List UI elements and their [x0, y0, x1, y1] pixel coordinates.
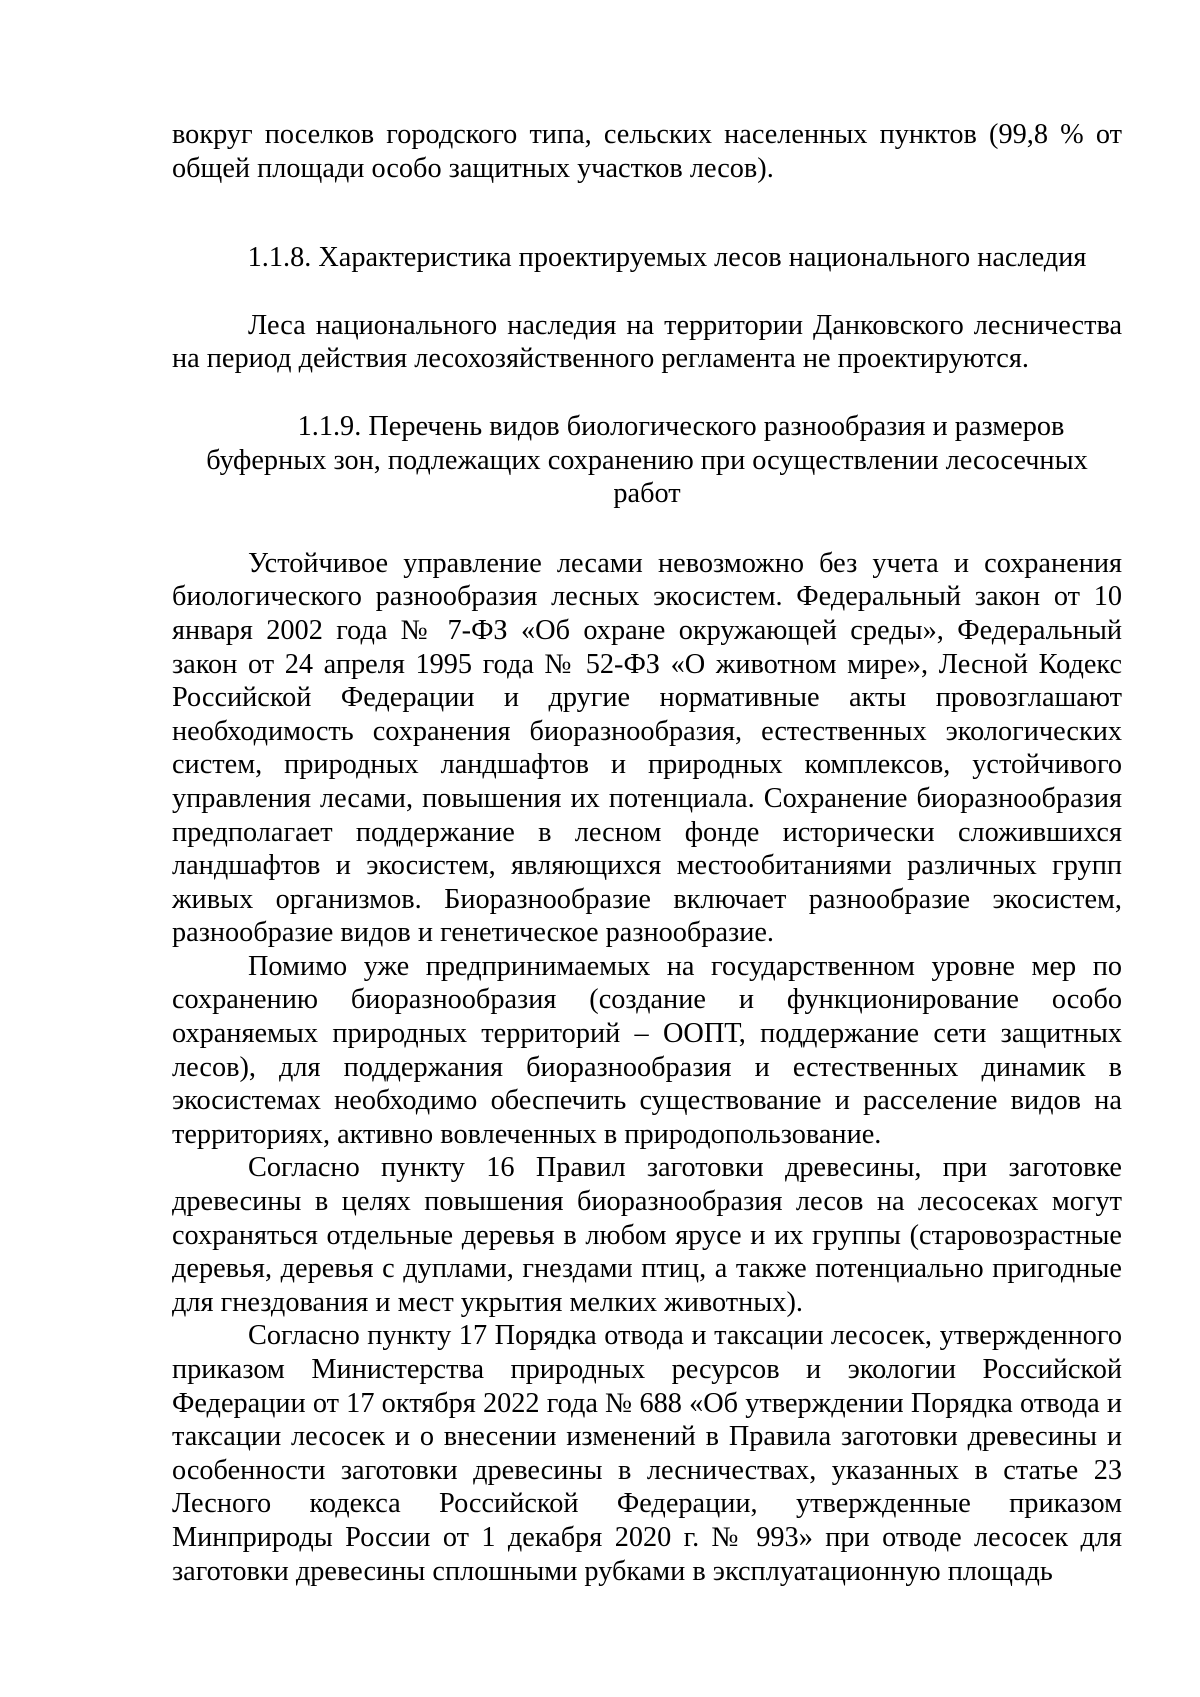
spacer — [172, 185, 1122, 241]
spacer — [172, 511, 1122, 547]
section-118-paragraph: Леса национального наследия на территории Данковского лесничества на период действия лесохозяйственного регламента не проектируются. — [172, 309, 1122, 375]
section-119-heading-line: работ — [613, 478, 681, 510]
spacer — [172, 376, 1122, 410]
section-119-paragraph: Согласно пункту 16 Правил заготовки древесины, при заготовке древесины в целях повышения биоразнообразия лесов на лесосеках могут сохраняться отдельные деревья в любом ярусе и их группы (старовозрастные деревья, деревья с дуплами, гнездами птиц, а также потенциально пригодные для гнездования и мест укрытия мелких животных). — [172, 1152, 1122, 1318]
section-119-paragraph: Помимо уже предпринимаемых на государственном уровне мер по сохранению биоразнообразия (создание и функционирование особо охраняемых природных территорий – ООПТ, поддержание сети защитных лесов), для поддержания биоразнообразия и естественных динамик в экосистемах необходимо обеспечить существование и расселение видов на территориях, активно вовлеченных в природопользование. — [172, 950, 1122, 1150]
intro-continuation-paragraph: вокруг поселков городского типа, сельских населенных пунктов (99,8 % от общей площади особо защитных участков лесов). — [172, 119, 1122, 184]
section-118-heading: 1.1.8. Характеристика проектируемых лесов национального наследия — [247, 242, 1087, 274]
section-119-heading-line: буферных зон, подлежащих сохранению при осуществлении лесосечных — [206, 444, 1088, 476]
spacer — [172, 275, 1122, 309]
section-119-heading-line: 1.1.9. Перечень видов биологического разнообразия и размеров — [297, 410, 1065, 442]
section-119-paragraph: Согласно пункту 17 Порядка отвода и таксации лесосек, утвержденного приказом Министерства природных ресурсов и экологии Российской Федерации от 17 октября 2022 года № 688 «Об утверждении Порядка отвода и таксации лесосек и о внесении изменений в Правила заготовки древесины и особенности заготовки древесины в лесничествах, указанных в статье 23 Лесного кодекса Российской Федерации, утвержденные приказом Минприроды России от 1 декабря 2020 г. № 993» при отводе лесосек для заготовки древесины сплошными рубками в эксплуатационную площадь — [172, 1320, 1122, 1587]
section-119-paragraph: Устойчивое управление лесами невозможно без учета и сохранения биологического разнообразия лесных экосистем. Федеральный закон от 10 января 2002 года № 7-ФЗ «Об охране окружающей среды», Федеральный закон от 24 апреля 1995 года № 52-ФЗ «О животном мире», Лесной Кодекс Российской Федерации и другие нормативные акты провозглашают необходимость сохранения биоразнообразия, естественных экологических систем, природных ландшафтов и природных комплексов, устойчивого управления лесами, повышения их потенциала. Сохранение биоразнообразия предполагает поддержание в лесном фонде исторически сложившихся ландшафтов и экосистем, являющихся местообитаниями различных групп живых организмов. Биоразнообразие включает разнообразие экосистем, разнообразие видов и генетическое разнообразие. — [172, 547, 1122, 949]
document-body — [172, 118, 1122, 1588]
section-119-heading — [172, 410, 1122, 511]
